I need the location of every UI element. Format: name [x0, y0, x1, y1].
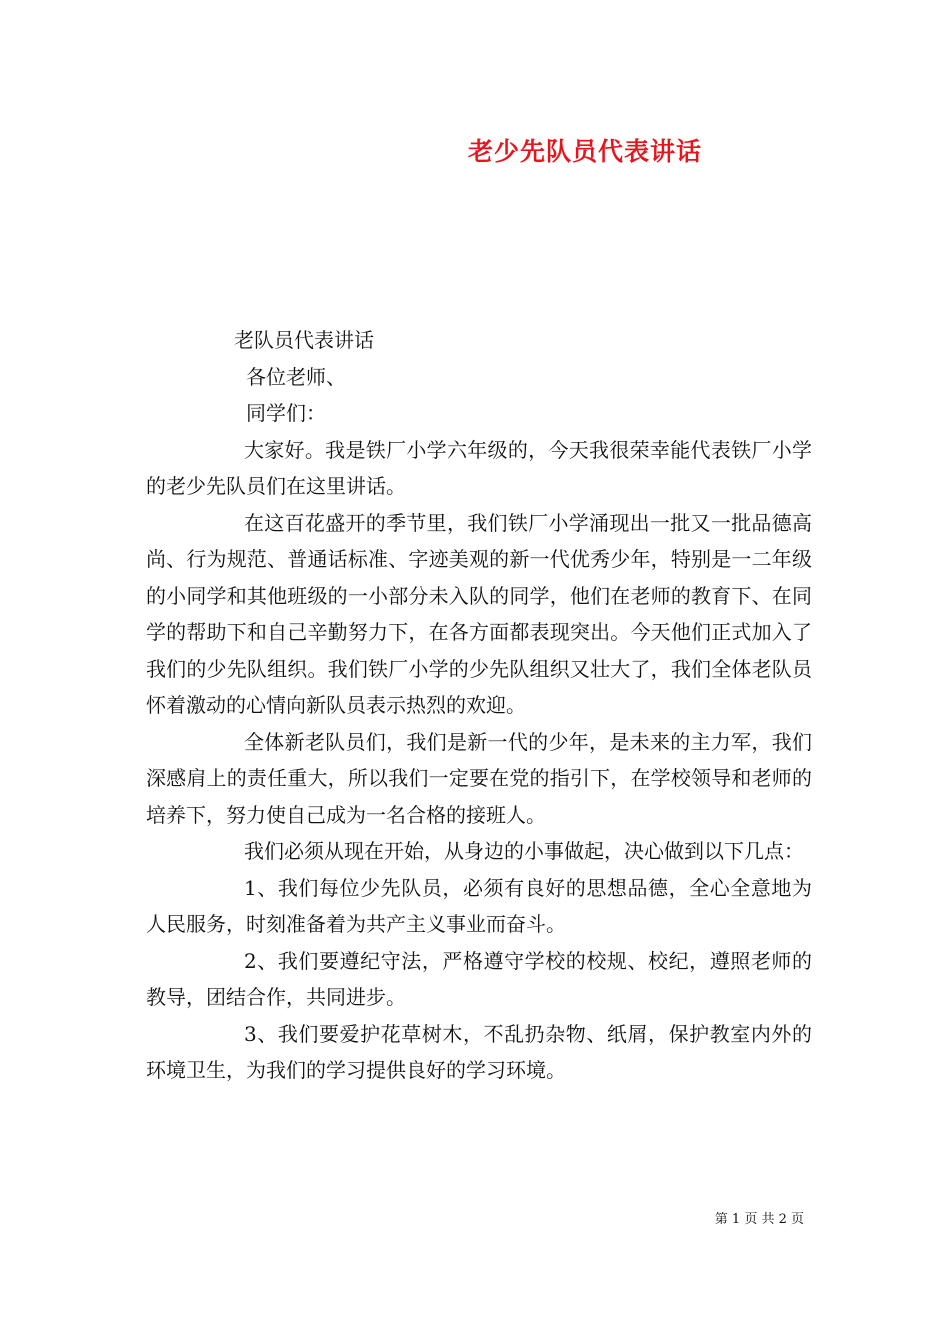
speech-subtitle: 老队员代表讲话	[234, 328, 374, 352]
greeting-line-1: 各位老师、	[246, 364, 346, 389]
greeting-line-2: 同学们：	[246, 401, 326, 425]
paragraph: 在这百花盛开的季节里，我们铁厂小学涌现出一批又一批品德高尚、行为规范、普通话标准、字迹美观的新一代优秀少年，特别是一二年级的小同学和其他班级的一小部分未入队的同学，他们在老师的教育下、在同学的帮助下和自己辛勤努力下，在各方面都表现突出。今天他们正式加入了我们的少先队组织。我们铁厂小学的少先队组织又壮大了，我们全体老队员怀着激动的心情向新队员表示热烈的欢迎。	[146, 510, 812, 717]
page-number-footer: 第 1 页 共 2 页	[714, 1212, 804, 1227]
paragraph: 3、我们要爱护花草树木，不乱扔杂物、纸屑，保护教室内外的环境卫生，为我们的学习提供良好的学习环境。	[146, 1021, 812, 1082]
paragraph: 全体新老队员们，我们是新一代的少年，是未来的主力军，我们深感肩上的责任重大，所以我们一定要在党的指引下，在学校领导和老师的培养下，努力使自己成为一名合格的接班人。	[146, 729, 812, 827]
paragraph: 1、我们每位少先队员，必须有良好的思想品德，全心全意地为人民服务，时刻准备着为共产主义事业而奋斗。	[146, 875, 812, 936]
document-title: 老少先队员代表讲话	[467, 137, 702, 166]
paragraph: 2、我们要遵纪守法，严格遵守学校的校规、校纪，遵照老师的教导，团结合作，共同进步。	[146, 948, 812, 1009]
document-body	[146, 322, 812, 1089]
paragraph: 大家好。我是铁厂小学六年级的，今天我很荣幸能代表铁厂小学的老少先队员们在这里讲话。	[146, 437, 812, 498]
paragraph: 我们必须从现在开始，从身边的小事做起，决心做到以下几点：	[244, 839, 804, 863]
